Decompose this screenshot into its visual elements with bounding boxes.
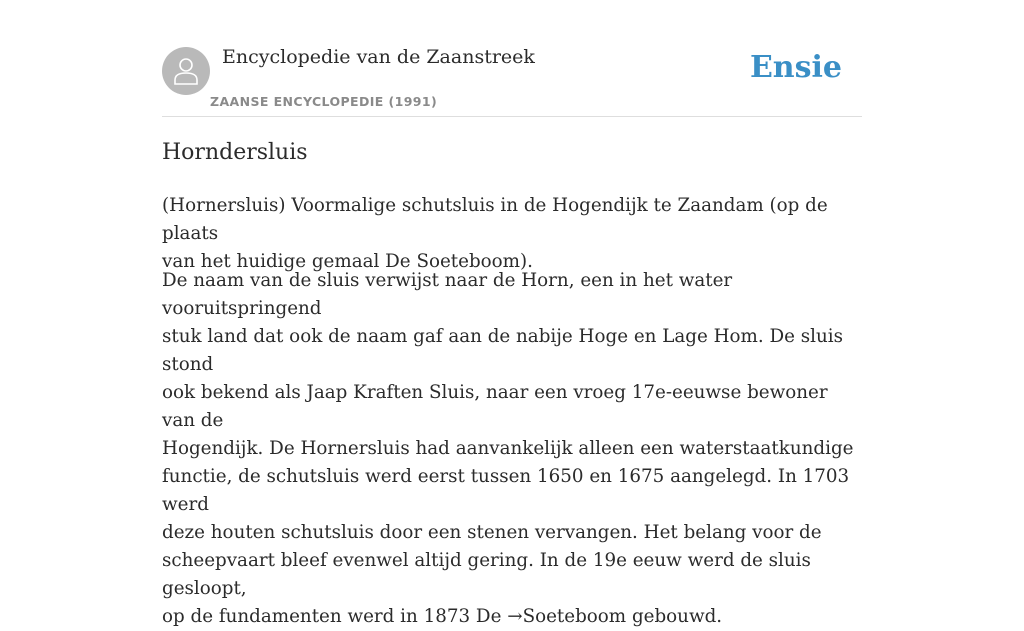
paragraph-line: deze houten schutsluis door een stenen vervangen. Het belang voor de bbox=[162, 522, 822, 543]
paragraph-line-suffix: gebouwd. bbox=[626, 606, 723, 627]
paragraph-body bbox=[162, 267, 862, 631]
soeteboom-link[interactable] bbox=[507, 606, 626, 627]
paragraph-line: Hogendijk. De Hornersluis had aanvankelijk alleen een waterstaatkundige bbox=[162, 438, 854, 459]
paragraph-line: (Hornersluis) Voormalige schutsluis in de Hogendijk te Zaandam (op de plaats bbox=[162, 195, 828, 244]
entry-title: Horndersluis bbox=[162, 140, 308, 165]
source-subtitle: ZAANSE ENCYCLOPEDIE (1991) bbox=[210, 94, 438, 109]
page bbox=[162, 0, 862, 627]
user-icon bbox=[173, 56, 199, 86]
paragraph-line: ook bekend als Jaap Kraften Sluis, naar een vroeg 17e-eeuwse bewoner van de bbox=[162, 382, 828, 431]
brand-logo[interactable]: Ensie bbox=[749, 50, 842, 85]
soeteboom-link-label: Soeteboom bbox=[522, 606, 627, 627]
paragraph-line: stuk land dat ook de naam gaf aan de nabije Hoge en Lage Hom. De sluis stond bbox=[162, 326, 844, 375]
source-header bbox=[162, 0, 862, 117]
paragraph-line-prefix: op de fundamenten werd in 1873 De bbox=[162, 606, 508, 627]
paragraph-line: De naam van de sluis verwijst naar de Horn, een in het water vooruitspringend bbox=[162, 270, 733, 319]
arrow-right-icon: → bbox=[507, 606, 523, 627]
paragraph-line: van het huidige gemaal De Soeteboom). bbox=[162, 251, 533, 272]
source-title[interactable]: Encyclopedie van de Zaanstreek bbox=[222, 46, 535, 68]
paragraph-line: scheepvaart bleef evenwel altijd gering. In de 19e eeuw werd de sluis gesloopt, bbox=[162, 550, 811, 599]
paragraph-line: functie, de schutsluis werd eerst tussen 1650 en 1675 aangelegd. In 1703 werd bbox=[162, 466, 850, 515]
paragraph-intro bbox=[162, 192, 862, 276]
source-avatar[interactable] bbox=[162, 47, 210, 95]
